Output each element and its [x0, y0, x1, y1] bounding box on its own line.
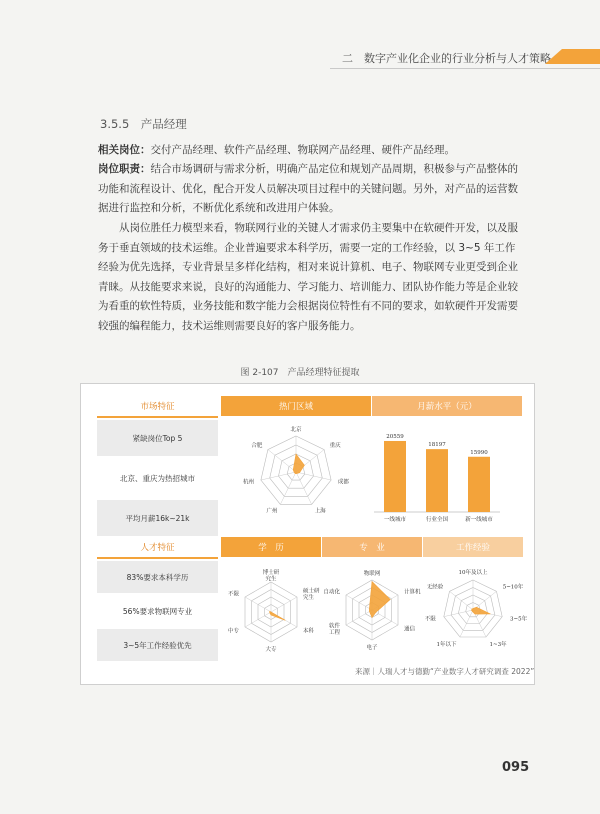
radar-axis-label: 不限 — [424, 616, 436, 623]
radar-axis-label: 5~10年 — [502, 584, 524, 591]
figure-source: 来源｜人瑞人才与德勤“产业数字人才研究调查 2022” — [355, 667, 535, 676]
salary-bar-chart — [374, 434, 500, 523]
radar-chart — [323, 569, 421, 651]
radar-axis-label: 究生 — [303, 595, 315, 601]
radar-axis-label: 3~5年 — [510, 616, 528, 623]
header-accent-bar — [562, 49, 600, 64]
radar-axis-label: 1~3年 — [489, 642, 507, 649]
radar-axis-label: 自动化 — [323, 589, 340, 596]
bar-category-label: 一线城市 — [383, 517, 407, 523]
header-rule — [330, 68, 600, 69]
radar-chart — [425, 568, 528, 648]
market-row: 北京、重庆为热招城市 — [97, 460, 218, 496]
radar-axis-label: 究生 — [265, 576, 277, 583]
radar-axis-label: 博士研 — [262, 570, 280, 576]
related-label: 相关岗位： — [98, 144, 151, 156]
duties-paragraph — [98, 160, 523, 219]
radar-chart — [228, 568, 320, 653]
market-row: 平均月薪16k~21k — [97, 500, 218, 536]
header-accent-slant — [545, 49, 562, 64]
radar-value-area — [472, 607, 491, 614]
radar-axis-label: 杭州 — [243, 479, 255, 486]
radar-value-area — [369, 582, 390, 618]
radar-axis-label: 大专 — [265, 647, 277, 653]
radar-axis-label: 软件 — [328, 623, 340, 630]
radar-axis-label: 本科 — [303, 628, 315, 635]
body-paragraph: 从岗位胜任力模型来看，物联网行业的关键人才需求仍主要集中在软硬件开发，以及服务于垂直领域的技术运维。企业普遍要求本科学历，需要一定的工作经验，以 3~5 年工作经验为优先选择，专业背景呈多样化结构，相对来说计算机、电子、物联网专业更受到企业青睐。从技能要求来说，良好的沟通能力、学习能力、培训能力、团队协作能力等是企业较为看重的软性特质，业务技能和数字能力会根据岗位特性有不同的要求，如软硬件开发需要较强的编程能力，技术运维则需要良好的客户服务能力。 — [98, 222, 518, 332]
education-header: 学 历 — [221, 537, 321, 557]
major-header: 专 业 — [322, 537, 422, 557]
radar-axis-label: 工程 — [328, 630, 340, 636]
duty-text: 结合市场调研与需求分析，明确产品定位和规划产品周期，积极参与产品整体的功能和流程设计、优化，配合开发人员解决项目过程中的关键问题。另外，对产品的运营数据进行监控和分析，不断优化系统和改进用户体验。 — [98, 163, 518, 214]
figure-caption: 图 2-107 产品经理特征提取 — [240, 368, 360, 378]
radar-axis-label: 北京 — [290, 427, 302, 433]
radar-axis-label: 计算机 — [404, 589, 421, 596]
talent-row: 3~5年工作经验优先 — [97, 629, 218, 661]
experience-header: 工作经验 — [423, 537, 523, 557]
salary-header: 月薪水平（元） — [372, 396, 522, 416]
figure-panel — [80, 383, 535, 685]
talent-feature-header: 人才特征 — [97, 537, 218, 559]
radar-axis-label: 成都 — [337, 479, 349, 486]
radar-axis-label: 中专 — [227, 628, 239, 635]
bar-value-label: 15990 — [470, 449, 488, 456]
related-positions-paragraph — [98, 141, 523, 161]
bar-value-label: 18197 — [428, 442, 446, 449]
duty-label: 岗位职责： — [98, 163, 151, 175]
market-feature-header: 市场特征 — [97, 396, 218, 418]
radar-axis-label: 不限 — [227, 591, 239, 598]
hot-region-header: 热门区域 — [221, 396, 371, 416]
salary-bar — [468, 457, 490, 512]
bar-category-label: 新一线城市 — [465, 517, 493, 523]
bar-category-label: 行业全国 — [425, 517, 449, 523]
bar-value-label: 20559 — [386, 433, 404, 440]
radar-axis-label: 重庆 — [329, 443, 341, 450]
running-header: 二 数字产业化企业的行业分析与人才策略 — [342, 52, 551, 65]
radar-axis-label: 无经验 — [426, 584, 444, 591]
radar-axis-label: 通信 — [404, 626, 416, 633]
radar-axis-label: 物联网 — [363, 571, 381, 577]
talent-row: 56%要求物联网专业 — [97, 595, 218, 627]
radar-axis-label: 上海 — [314, 508, 326, 515]
market-row: 紧缺岗位Top 5 — [97, 420, 218, 456]
radar-chart — [243, 425, 349, 515]
radar-axis-label: 10年及以上 — [458, 570, 488, 576]
salary-bar — [426, 449, 448, 512]
radar-axis-label: 电子 — [366, 645, 378, 651]
page-number: 095 — [502, 760, 530, 775]
section-title: 3.5.5 产品经理 — [100, 117, 187, 131]
related-text: 交付产品经理、软件产品经理、物联网产品经理、硬件产品经理。 — [150, 144, 455, 156]
radar-axis-label: 1年以下 — [436, 642, 457, 649]
radar-axis-label: 硕士研 — [303, 588, 320, 595]
figure-charts — [81, 384, 534, 684]
salary-bar — [384, 441, 406, 512]
radar-axis-label: 合肥 — [251, 443, 263, 450]
radar-axis-label: 广州 — [266, 508, 278, 515]
talent-row: 83%要求本科学历 — [97, 561, 218, 593]
